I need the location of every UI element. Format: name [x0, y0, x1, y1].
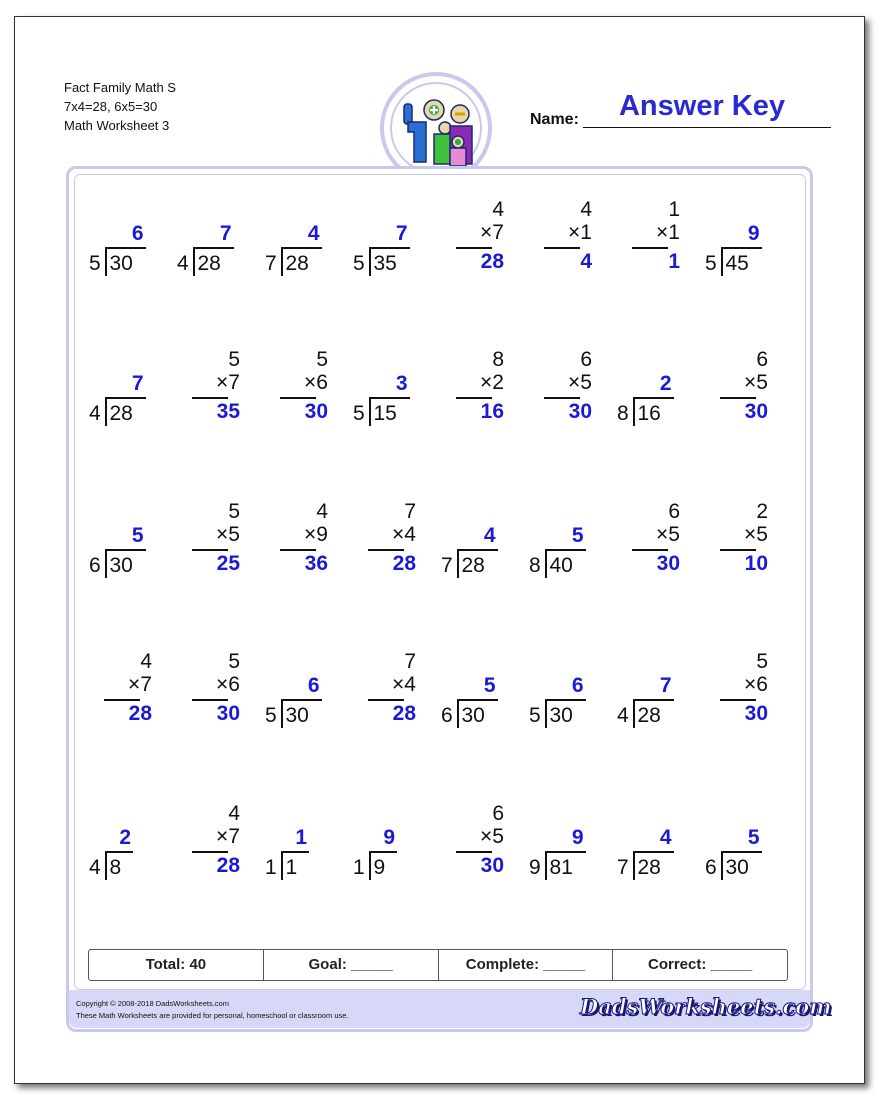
quotient-answer: 9 — [747, 222, 760, 245]
multiplier: ×4 — [392, 673, 416, 696]
multiplicand: 6 — [492, 802, 504, 825]
quotient-answer: 9 — [571, 826, 584, 849]
multiplicand: 5 — [228, 500, 240, 523]
dividend: 16 — [637, 402, 661, 425]
dividend: 40 — [549, 554, 573, 577]
answer-key-title: Answer Key — [618, 90, 785, 122]
multiplier: ×5 — [568, 371, 592, 394]
division-problem — [702, 198, 782, 298]
copyright-block — [76, 998, 349, 1022]
dividend: 81 — [549, 856, 573, 879]
multiplier: ×4 — [392, 523, 416, 546]
division-bracket-side — [633, 851, 635, 880]
product-answer: 28 — [392, 702, 416, 725]
multiplicand: 6 — [580, 348, 592, 371]
division-bracket-top — [105, 549, 146, 551]
division-bracket-top — [633, 397, 674, 399]
division-bracket-side — [545, 549, 547, 578]
multiplication-problem — [702, 348, 782, 448]
quotient-answer: 5 — [571, 524, 584, 547]
divisor: 1 — [265, 856, 277, 879]
division-bracket-side — [721, 851, 723, 880]
multiplication-problem — [702, 650, 782, 750]
product-rule — [280, 397, 316, 399]
multiplicand: 5 — [228, 348, 240, 371]
multiplication-problem — [438, 802, 518, 902]
division-bracket-side — [545, 851, 547, 880]
multiplicand: 7 — [404, 650, 416, 673]
product-rule — [544, 397, 580, 399]
product-answer: 28 — [392, 552, 416, 575]
multiplication-problem — [702, 500, 782, 600]
multiplier: ×1 — [656, 221, 680, 244]
multiplication-problem — [526, 348, 606, 448]
division-problem — [350, 802, 430, 902]
division-bracket-top — [545, 699, 586, 701]
division-problem — [350, 198, 430, 298]
product-answer: 30 — [304, 400, 328, 423]
product-rule — [280, 549, 316, 551]
score-bar — [88, 949, 788, 981]
product-answer: 10 — [744, 552, 768, 575]
multiplier: ×2 — [480, 371, 504, 394]
quotient-answer: 5 — [483, 674, 496, 697]
multiplicand: 6 — [668, 500, 680, 523]
divisor: 4 — [89, 402, 101, 425]
quotient-answer: 6 — [571, 674, 584, 697]
quotient-answer: 6 — [307, 674, 320, 697]
dividend: 30 — [549, 704, 573, 727]
multiplication-problem — [262, 348, 342, 448]
worksheet-title: Fact Family Math S — [64, 80, 176, 95]
division-problem — [438, 500, 518, 600]
multiplier: ×5 — [744, 371, 768, 394]
quotient-answer: 7 — [659, 674, 672, 697]
multiplication-problem — [526, 198, 606, 298]
division-bracket-side — [105, 851, 107, 880]
dividend: 30 — [109, 252, 133, 275]
multiplicand: 6 — [756, 348, 768, 371]
dividend: 8 — [109, 856, 122, 879]
worksheet-number: Math Worksheet 3 — [64, 118, 170, 133]
multiplier: ×5 — [480, 825, 504, 848]
product-answer: 30 — [568, 400, 592, 423]
division-bracket-top — [105, 397, 146, 399]
multiplicand: 4 — [492, 198, 504, 221]
divisor: 5 — [353, 252, 365, 275]
multiplication-problem — [614, 500, 694, 600]
division-bracket-side — [105, 397, 107, 426]
division-bracket-top — [457, 699, 498, 701]
divisor: 5 — [705, 252, 717, 275]
division-problem — [262, 198, 342, 298]
brand-logo: DadsWorksheets.com — [580, 994, 832, 1019]
product-rule — [456, 247, 492, 249]
product-rule — [720, 549, 756, 551]
division-bracket-side — [369, 247, 371, 276]
dividend: 28 — [637, 856, 661, 879]
multiplicand: 5 — [756, 650, 768, 673]
multiplication-problem — [262, 500, 342, 600]
correct-cell[interactable]: Correct: _____ — [648, 956, 753, 973]
quotient-answer: 5 — [747, 826, 760, 849]
multiplicand: 4 — [580, 198, 592, 221]
product-rule — [192, 549, 228, 551]
multiplier: ×7 — [216, 825, 240, 848]
division-problem — [702, 802, 782, 902]
quotient-answer: 4 — [659, 826, 672, 849]
product-answer: 28 — [216, 854, 240, 877]
multiplicand: 2 — [756, 500, 768, 523]
divisor: 4 — [177, 252, 189, 275]
product-answer: 28 — [480, 250, 504, 273]
division-bracket-side — [545, 699, 547, 728]
division-bracket-side — [721, 247, 723, 276]
division-bracket-top — [281, 699, 322, 701]
division-bracket-top — [633, 699, 674, 701]
dividend: 30 — [285, 704, 309, 727]
division-bracket-side — [281, 851, 283, 880]
multiplication-problem — [438, 198, 518, 298]
multiplier: ×6 — [744, 673, 768, 696]
dividend: 9 — [373, 856, 386, 879]
multiplicand: 5 — [316, 348, 328, 371]
multiplicand: 1 — [668, 198, 680, 221]
division-bracket-top — [105, 851, 134, 853]
quotient-answer: 6 — [131, 222, 144, 245]
divisor: 7 — [617, 856, 629, 879]
multiplication-problem — [174, 802, 254, 902]
division-bracket-top — [457, 549, 498, 551]
name-field[interactable] — [583, 127, 831, 128]
dividend: 28 — [285, 252, 309, 275]
multiplier: ×9 — [304, 523, 328, 546]
multiplicand: 4 — [316, 500, 328, 523]
division-problem — [174, 198, 254, 298]
usage-note: These Math Worksheets are provided for personal, homeschool or classroom use. — [76, 1011, 349, 1020]
division-problem — [614, 802, 694, 902]
dividend: 30 — [461, 704, 485, 727]
total-cell: Total: 40 — [89, 950, 264, 980]
division-bracket-top — [369, 247, 410, 249]
product-answer: 35 — [216, 400, 240, 423]
product-rule — [544, 247, 580, 249]
division-bracket-side — [457, 699, 459, 728]
product-rule — [632, 247, 668, 249]
multiplicand: 7 — [404, 500, 416, 523]
quotient-answer: 2 — [659, 372, 672, 395]
division-bracket-side — [369, 397, 371, 426]
multiplier: ×7 — [128, 673, 152, 696]
division-bracket-side — [633, 397, 635, 426]
divisor: 4 — [89, 856, 101, 879]
multiplier: ×5 — [216, 523, 240, 546]
division-bracket-side — [457, 549, 459, 578]
dividend: 28 — [461, 554, 485, 577]
multiplier: ×7 — [216, 371, 240, 394]
quotient-answer: 1 — [295, 826, 307, 849]
dividend: 35 — [373, 252, 397, 275]
multiplicand: 4 — [140, 650, 152, 673]
product-answer: 30 — [216, 702, 240, 725]
product-answer: 30 — [744, 400, 768, 423]
multiplication-problem — [86, 650, 166, 750]
division-bracket-side — [281, 699, 283, 728]
division-bracket-side — [193, 247, 195, 276]
product-rule — [104, 699, 140, 701]
multiplier: ×5 — [744, 523, 768, 546]
division-problem — [526, 500, 606, 600]
multiplier: ×5 — [656, 523, 680, 546]
product-rule — [192, 397, 228, 399]
division-bracket-side — [369, 851, 371, 880]
dividend: 28 — [109, 402, 133, 425]
product-rule — [720, 699, 756, 701]
product-rule — [192, 851, 228, 853]
multiplication-problem — [350, 500, 430, 600]
worksheet-header — [64, 78, 176, 135]
division-bracket-top — [281, 247, 322, 249]
division-bracket-top — [545, 549, 586, 551]
division-bracket-top — [721, 851, 762, 853]
division-problem — [262, 650, 342, 750]
dividend: 15 — [373, 402, 397, 425]
division-bracket-side — [105, 549, 107, 578]
division-problem — [614, 650, 694, 750]
multiplication-problem — [174, 348, 254, 448]
division-bracket-side — [105, 247, 107, 276]
division-bracket-top — [105, 247, 146, 249]
multiplier: ×6 — [304, 371, 328, 394]
division-bracket-top — [545, 851, 586, 853]
divisor: 8 — [529, 554, 541, 577]
divisor: 6 — [441, 704, 453, 727]
quotient-answer: 2 — [119, 826, 131, 849]
division-problem — [526, 802, 606, 902]
division-problem — [350, 348, 430, 448]
product-rule — [368, 699, 404, 701]
multiplicand: 8 — [492, 348, 504, 371]
product-rule — [632, 549, 668, 551]
divisor: 7 — [441, 554, 453, 577]
divisor: 5 — [89, 252, 101, 275]
product-answer: 30 — [744, 702, 768, 725]
product-rule — [368, 549, 404, 551]
division-problem — [526, 650, 606, 750]
multiplication-problem — [350, 650, 430, 750]
quotient-answer: 4 — [307, 222, 320, 245]
product-answer: 30 — [656, 552, 680, 575]
product-rule — [456, 851, 492, 853]
dividend: 30 — [109, 554, 133, 577]
multiplicand: 4 — [228, 802, 240, 825]
division-bracket-top — [193, 247, 234, 249]
multiplier: ×7 — [480, 221, 504, 244]
multiplier: ×6 — [216, 673, 240, 696]
multiplier: ×1 — [568, 221, 592, 244]
copyright-text: Copyright © 2008-2018 DadsWorksheets.com — [76, 999, 229, 1008]
division-bracket-top — [633, 851, 674, 853]
multiplication-problem — [174, 650, 254, 750]
complete-cell[interactable]: Complete: _____ — [439, 950, 614, 980]
multiplication-problem — [614, 198, 694, 298]
name-label: Name: — [530, 111, 579, 128]
product-answer: 4 — [580, 250, 592, 273]
division-problem — [614, 348, 694, 448]
dividend: 28 — [637, 704, 661, 727]
divisor: 1 — [353, 856, 365, 879]
division-bracket-top — [369, 851, 398, 853]
quotient-answer: 3 — [395, 372, 408, 395]
product-answer: 25 — [216, 552, 240, 575]
division-bracket-top — [281, 851, 310, 853]
division-bracket-side — [633, 699, 635, 728]
division-bracket-side — [281, 247, 283, 276]
dividend: 45 — [725, 252, 749, 275]
product-answer: 36 — [304, 552, 328, 575]
multiplication-problem — [174, 500, 254, 600]
divisor: 7 — [265, 252, 277, 275]
quotient-answer: 7 — [131, 372, 144, 395]
division-problem — [86, 802, 166, 902]
quotient-answer: 7 — [395, 222, 408, 245]
divisor: 9 — [529, 856, 541, 879]
quotient-answer: 7 — [219, 222, 232, 245]
family-logo-icon — [384, 76, 488, 180]
product-answer: 30 — [480, 854, 504, 877]
product-rule — [720, 397, 756, 399]
division-problem — [86, 198, 166, 298]
product-answer: 1 — [668, 250, 680, 273]
multiplication-problem — [438, 348, 518, 448]
division-problem — [262, 802, 342, 902]
product-rule — [456, 397, 492, 399]
quotient-answer: 4 — [483, 524, 496, 547]
dividend: 28 — [197, 252, 221, 275]
division-problem — [438, 650, 518, 750]
multiplicand: 5 — [228, 650, 240, 673]
divisor: 6 — [89, 554, 101, 577]
divisor: 6 — [705, 856, 717, 879]
quotient-answer: 5 — [131, 524, 144, 547]
division-problem — [86, 348, 166, 448]
divisor: 5 — [529, 704, 541, 727]
division-bracket-top — [721, 247, 762, 249]
divisor: 4 — [617, 704, 629, 727]
product-answer: 16 — [480, 400, 504, 423]
product-answer: 28 — [128, 702, 152, 725]
divisor: 5 — [353, 402, 365, 425]
division-bracket-top — [369, 397, 410, 399]
dividend: 30 — [725, 856, 749, 879]
divisor: 8 — [617, 402, 629, 425]
dividend: 1 — [285, 856, 298, 879]
goal-cell[interactable]: Goal: _____ — [264, 950, 439, 980]
quotient-answer: 9 — [383, 826, 395, 849]
divisor: 5 — [265, 704, 277, 727]
division-problem — [86, 500, 166, 600]
product-rule — [192, 699, 228, 701]
worksheet-subtitle: 7x4=28, 6x5=30 — [64, 99, 158, 114]
